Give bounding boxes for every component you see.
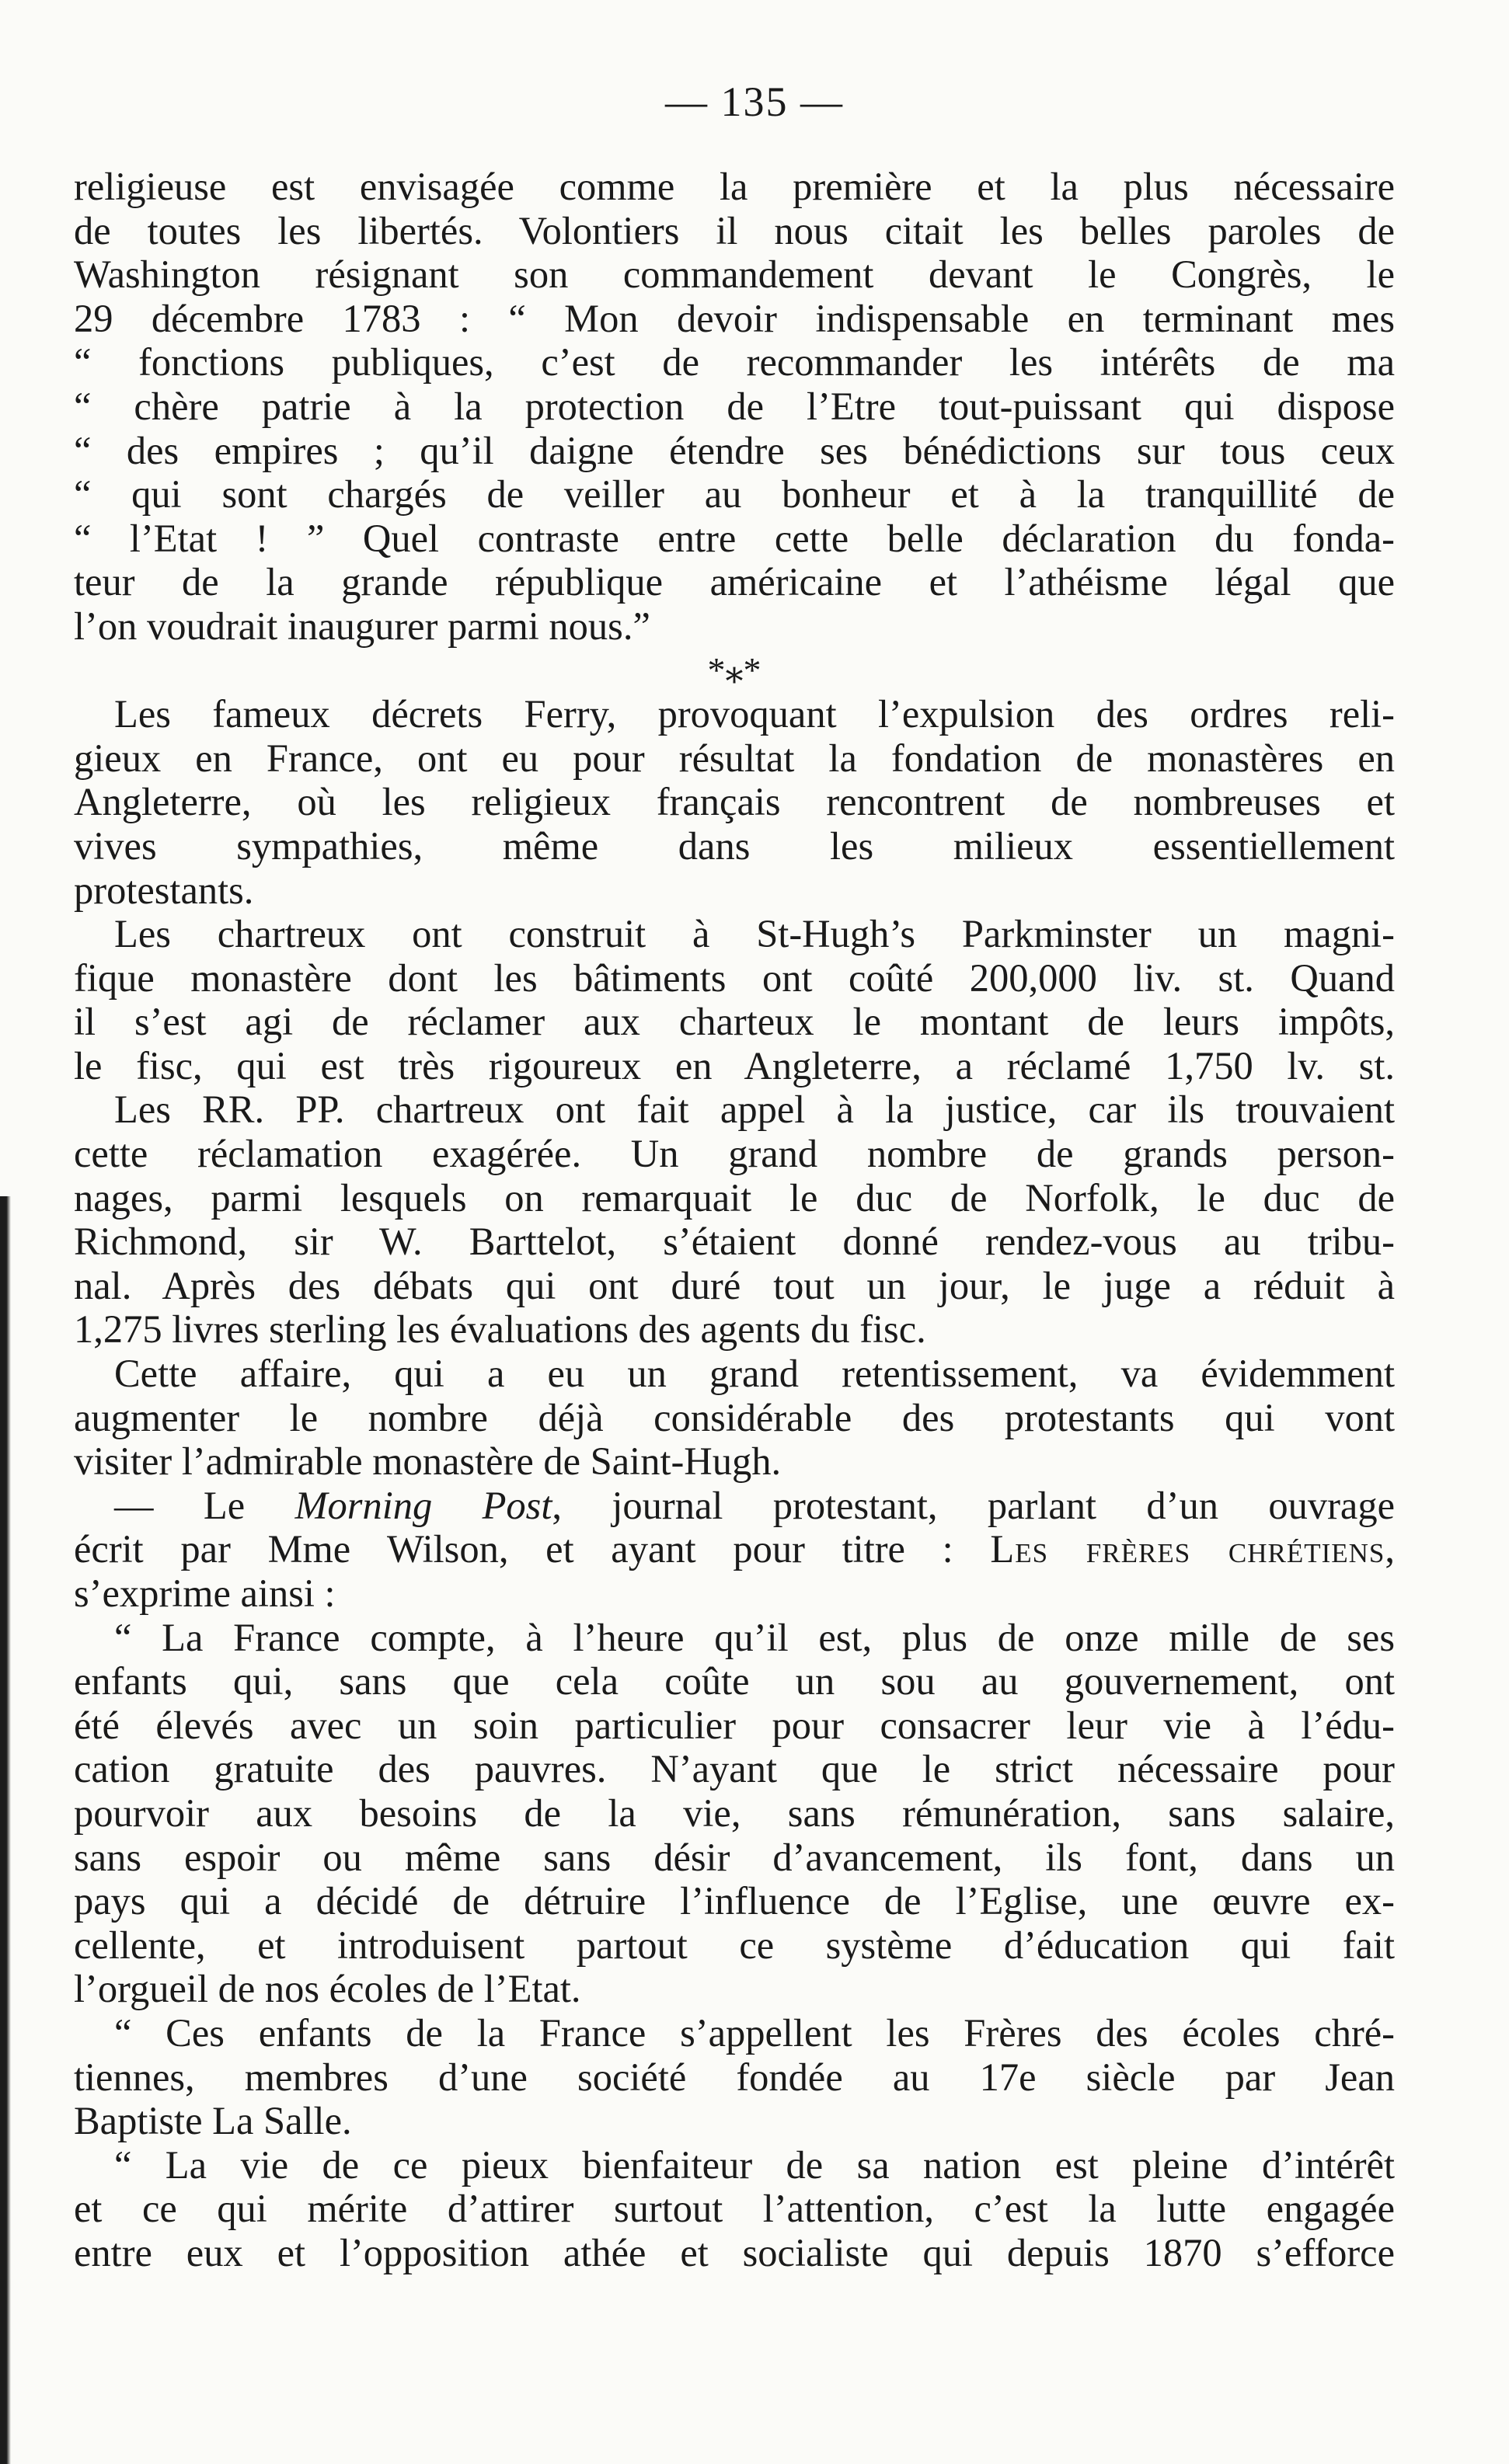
text-line: “ La vie de ce pieux bienfaiteur de sa nation est pleine d’intérêt [114,2142,1395,2187]
text-line: visiter l’admirable monastère de Saint-Hugh. [74,1439,782,1484]
text-line: cation gratuite des pauvres. N’ayant que le strict nécessaire pour [74,1747,1395,1791]
text-segment: , journal protestant, parlant d’un ouvrage [552,1483,1396,1527]
text-line: Les fameux décrets Ferry, provoquant l’expulsion des ordres reli- [114,692,1395,736]
text-line: sans espoir ou même sans désir d’avancement, ils font, dans un [74,1835,1395,1879]
text-line: pays qui a décidé de détruire l’influence de l’Eglise, une œuvre ex- [74,1879,1395,1923]
text-line: tiennes, membres d’une société fondée au 17e siècle par Jean [74,2055,1395,2099]
text-line: le fisc, qui est très rigoureux en Angleterre, a réclamé 1,750 lv. st. [74,1043,1395,1088]
text-line: s’exprime ainsi : [74,1571,336,1615]
text-line: Richmond, sir W. Barttelot, s’étaient donné rendez-vous au tribu- [74,1220,1395,1264]
text-segment: , [1385,1527,1396,1571]
text-line: “ qui sont chargés de veiller au bonheur et à la tranquillité de [74,472,1395,517]
text-line: gieux en France, ont eu pour résultat la fondation de monastères en [74,736,1395,780]
text-line: de toutes les libertés. Volontiers il nous citait les belles paroles de [74,208,1395,252]
text-line: fique monastère dont les bâtiments ont coûté 200,000 liv. st. Quand [74,955,1395,1000]
text-line: été élevés avec un soin particulier pour consacrer leur vie à l’édu- [74,1703,1395,1747]
text-line: Les RR. PP. chartreux ont fait appel à la justice, car ils trouvaient [114,1088,1395,1132]
text-line [74,1484,1395,1528]
text-segment: — Le [114,1483,295,1527]
text-line: 29 décembre 1783 : “ Mon devoir indispensable en terminant mes [74,296,1395,340]
text-line: pourvoir aux besoins de la vie, sans rémunération, sans salaire, [74,1791,1395,1835]
text-line: vives sympathies, même dans les milieux essentiellement [74,823,1395,868]
text-line [74,1527,1395,1571]
text-line: augmenter le nombre déjà considérable des protestants qui vont [74,1395,1395,1439]
text-line: nal. Après des débats qui ont duré tout un jour, le juge a réduit à [74,1263,1395,1307]
book-title: Les frères chrétiens [990,1527,1385,1571]
text-line: il s’est agi de réclamer aux charteux le montant de leurs impôts, [74,1000,1395,1044]
newspaper-title: Morning Post [294,1483,552,1527]
text-line: nages, parmi lesquels on remarquait le duc de Norfolk, le duc de [74,1175,1395,1220]
text-line: “ des empires ; qu’il daigne étendre ses bénédictions sur tous ceux [74,428,1395,472]
text-line: “ l’Etat ! ” Quel contraste entre cette belle déclaration du fonda- [74,516,1395,560]
text-line: “ chère patrie à la protection de l’Etre tout-puissant qui dispose [74,384,1395,428]
text-line: Washington résignant son commandement devant le Congrès, le [74,252,1395,297]
text-line: l’orgueil de nos écoles de l’Etat. [74,1967,581,2011]
text-line: cellente, et introduisent partout ce système d’éducation qui fait [74,1923,1395,1967]
page-number: — 135 — [665,78,844,125]
text-line: et ce qui mérite d’attirer surtout l’attention, c’est la lutte engagée [74,2187,1395,2231]
section-separator: *⁎* [707,649,761,690]
text-line: Angleterre, où les religieux français rencontrent de nombreuses et [74,780,1395,824]
body-text [74,165,1395,2275]
text-line: Baptiste La Salle. [74,2099,352,2143]
text-line: 1,275 livres sterling les évaluations des agents du fisc. [74,1307,926,1352]
text-line: l’on voudrait inaugurer parmi nous.” [74,604,650,648]
text-line: cette réclamation exagérée. Un grand nombre de grands person- [74,1132,1395,1176]
text-line: Les chartreux ont construit à St-Hugh’s Parkminster un magni- [114,912,1395,956]
text-line: protestants. [74,868,254,912]
text-line: “ La France compte, à l’heure qu’il est, plus de onze mille de ses [114,1615,1395,1659]
text-line: enfants qui, sans que cela coûte un sou au gouvernement, ont [74,1659,1395,1704]
text-line: “ Ces enfants de la France s’appellent les Frères des écoles chré- [114,2010,1395,2055]
text-line: Cette affaire, qui a eu un grand retentissement, va évidemment [114,1352,1395,1396]
page-binding-edge-mask [0,0,11,1196]
text-line: teur de la grande république américaine et l’athéisme légal que [74,560,1395,604]
text-segment: écrit par Mme Wilson, et ayant pour titre : [74,1527,991,1571]
text-line: “ fonctions publiques, c’est de recommander les intérêts de ma [74,340,1395,385]
text-line: entre eux et l’opposition athée et socialiste qui depuis 1870 s’efforce [74,2230,1395,2274]
text-line: religieuse est envisagée comme la première et la plus nécessaire [74,165,1395,208]
